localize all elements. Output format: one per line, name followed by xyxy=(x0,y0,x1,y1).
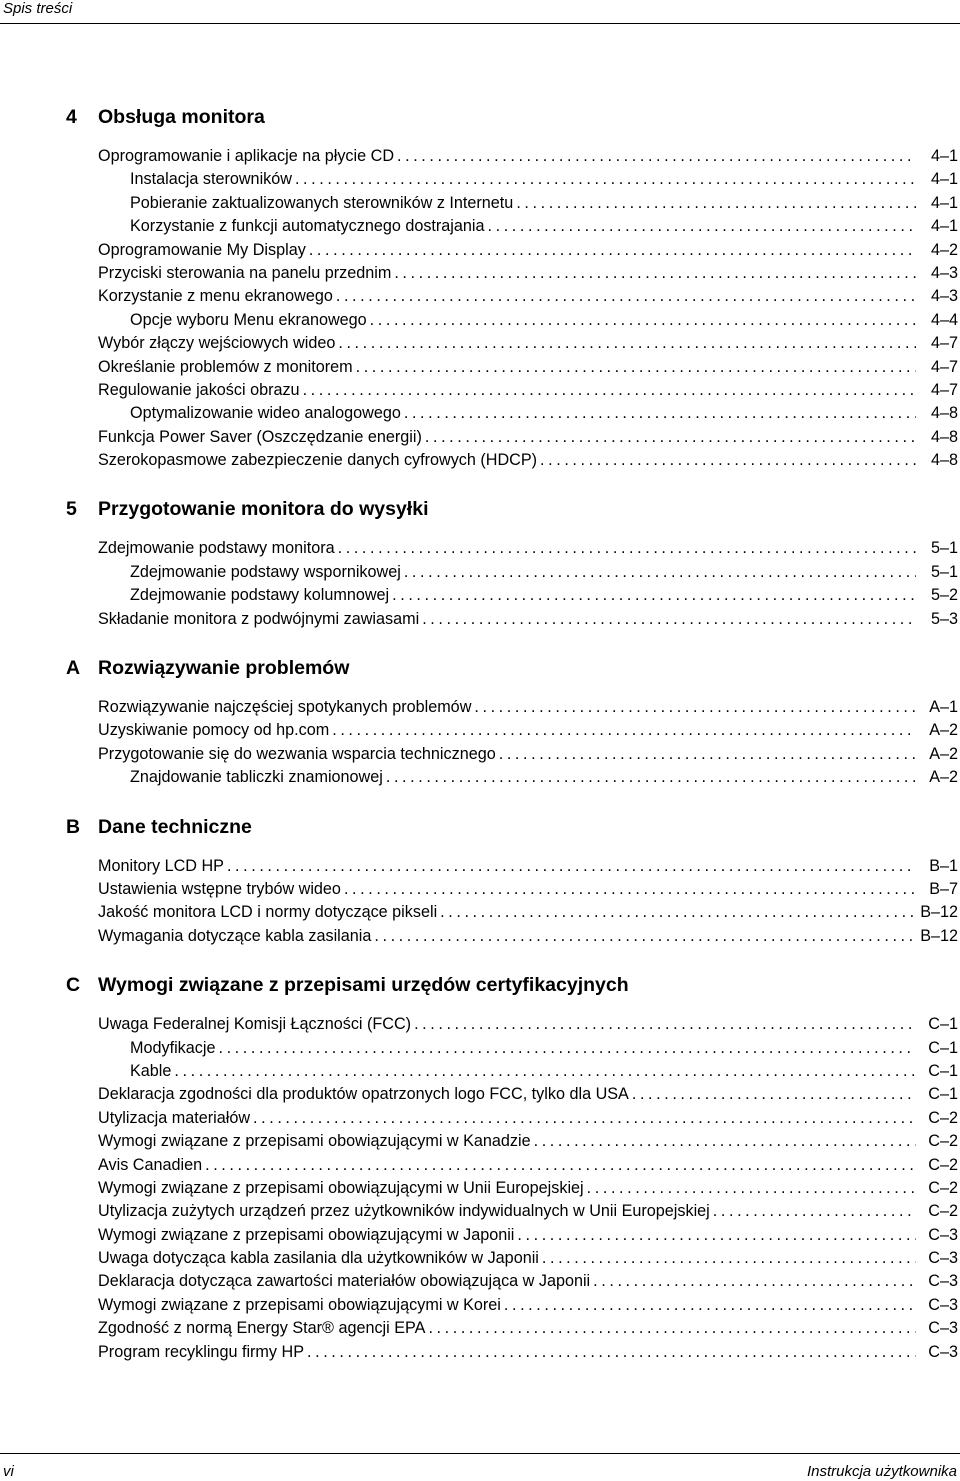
dot-leader xyxy=(425,426,916,449)
toc-entry-label: Wymogi związane z przepisami obowiązującymi w Kanadzie xyxy=(98,1132,531,1151)
dot-leader xyxy=(542,1247,916,1270)
toc-entry-label: Szerokopasmowe zabezpieczenie danych cyfrowych (HDCP) xyxy=(98,451,538,470)
toc-entry-label: Rozwiązywanie najczęściej spotykanych problemów xyxy=(98,698,472,717)
dot-leader xyxy=(205,1154,916,1177)
toc-entry-label: Instalacja sterowników xyxy=(130,170,292,189)
section-number: C xyxy=(66,974,81,997)
toc-entry[interactable] xyxy=(0,215,960,238)
toc-entry[interactable] xyxy=(0,537,960,560)
toc-section xyxy=(0,813,960,949)
toc-entry-page: C–2 xyxy=(928,1178,958,1197)
toc-entry[interactable] xyxy=(0,145,960,168)
dot-leader xyxy=(307,1341,916,1364)
toc-entry[interactable] xyxy=(0,1013,960,1036)
toc-entry-page: 5–1 xyxy=(930,562,958,581)
toc-entry-label: Uwaga dotycząca kabla zasilania dla użytkowników w Japonii xyxy=(98,1249,539,1268)
dot-leader xyxy=(440,901,916,924)
toc-entry-label: Określanie problemów z monitorem xyxy=(98,357,353,376)
toc-section xyxy=(0,103,960,472)
dot-leader xyxy=(593,1270,916,1293)
section-heading xyxy=(0,971,960,999)
toc-entry-label: Utylizacja zużytych urządzeń przez użytkowników indywidualnych w Unii Europejskiej xyxy=(98,1202,710,1221)
toc-entry-page: 4–1 xyxy=(930,170,958,189)
section-title: Rozwiązywanie problemów xyxy=(98,657,350,680)
section-heading xyxy=(0,103,960,131)
toc-entry[interactable] xyxy=(0,1270,960,1293)
running-header-title: Spis treści xyxy=(3,0,73,17)
toc-entry-page: C–1 xyxy=(928,1085,958,1104)
dot-leader xyxy=(517,1224,916,1247)
dot-leader xyxy=(414,1013,916,1036)
toc-entry-page: 4–8 xyxy=(930,451,958,470)
dot-leader xyxy=(374,925,916,948)
dot-leader xyxy=(422,608,916,631)
toc-entry[interactable] xyxy=(0,402,960,425)
dot-leader xyxy=(404,561,916,584)
toc-entry[interactable] xyxy=(0,285,960,308)
toc-entry[interactable] xyxy=(0,1341,960,1364)
footer-page-number: vi xyxy=(3,1463,14,1480)
toc-entry[interactable] xyxy=(0,192,960,215)
section-heading xyxy=(0,495,960,523)
toc-entry-page: 5–3 xyxy=(930,609,958,628)
toc-entry[interactable] xyxy=(0,379,960,402)
toc-entry[interactable] xyxy=(0,925,960,948)
toc-entry-page: 4–1 xyxy=(930,147,958,165)
dot-leader xyxy=(392,584,916,607)
toc-entry-label: Monitory LCD HP xyxy=(98,856,224,875)
toc-entry-label: Jakość monitora LCD i normy dotyczące pikseli xyxy=(98,903,438,922)
toc-entry[interactable] xyxy=(0,356,960,379)
toc-entry-page: 4–8 xyxy=(930,427,958,446)
dot-leader xyxy=(632,1083,916,1106)
toc-entry[interactable] xyxy=(0,426,960,449)
header-rule xyxy=(0,23,960,24)
toc-entry[interactable] xyxy=(0,584,960,607)
toc-entry-page: C–1 xyxy=(928,1038,958,1057)
toc-entry[interactable] xyxy=(0,719,960,742)
toc-entry-label: Korzystanie z funkcji automatycznego dostrajania xyxy=(130,217,485,236)
toc-entry-label: Optymalizowanie wideo analogowego xyxy=(130,404,401,423)
dot-leader xyxy=(428,1317,916,1340)
toc-entry-label: Oprogramowanie My Display xyxy=(98,240,306,259)
toc-entry[interactable] xyxy=(0,1294,960,1317)
toc-entry[interactable] xyxy=(0,901,960,924)
toc-entry-label: Program recyklingu firmy HP xyxy=(98,1342,304,1361)
toc-entry-page: C–3 xyxy=(928,1342,958,1361)
toc-entry[interactable] xyxy=(0,1107,960,1130)
toc-entry-page: 4–8 xyxy=(930,404,958,423)
toc-entry-page: 4–1 xyxy=(930,193,958,212)
section-number: B xyxy=(66,815,81,838)
toc-section xyxy=(0,495,960,631)
toc-entry-page: 4–7 xyxy=(930,334,958,353)
toc-entry-page: 4–2 xyxy=(930,240,958,259)
toc-entry-label: Zgodność z normą Energy Star® agencji EPA xyxy=(98,1319,426,1338)
toc-section xyxy=(0,654,960,790)
dot-leader xyxy=(356,356,916,379)
dot-leader xyxy=(516,192,916,215)
section-heading xyxy=(0,813,960,841)
toc-entry[interactable] xyxy=(0,855,960,878)
toc-entry-page: B–7 xyxy=(929,879,958,898)
dot-leader xyxy=(309,239,916,262)
dot-leader xyxy=(174,1060,916,1083)
toc-entry-label: Deklaracja dotycząca zawartości materiałów obowiązująca w Japonii xyxy=(98,1272,591,1291)
toc-entry-label: Wymogi związane z przepisami obowiązującymi w Japonii xyxy=(98,1225,515,1244)
toc-entry[interactable] xyxy=(0,1247,960,1270)
toc-entry-label: Pobieranie zaktualizowanych sterowników z Internetu xyxy=(130,193,514,212)
dot-leader xyxy=(713,1200,916,1223)
toc-entry-page: 4–3 xyxy=(930,263,958,282)
dot-leader xyxy=(370,309,916,332)
toc-entry-label: Przyciski sterowania na panelu przednim xyxy=(98,263,392,282)
toc-entry-label: Regulowanie jakości obrazu xyxy=(98,380,300,399)
dot-leader xyxy=(504,1294,916,1317)
toc-entry[interactable] xyxy=(0,608,960,631)
toc-entry-page: C–1 xyxy=(928,1061,958,1080)
toc-entry-page: B–12 xyxy=(920,926,958,945)
toc-entry-label: Utylizacja materiałów xyxy=(98,1108,251,1127)
toc-entry[interactable] xyxy=(0,878,960,901)
toc-entry-page: A–1 xyxy=(929,698,958,717)
toc-entry[interactable] xyxy=(0,332,960,355)
toc-entry-label: Kable xyxy=(130,1061,172,1080)
dot-leader xyxy=(587,1177,916,1200)
dot-leader xyxy=(253,1107,916,1130)
toc-entry[interactable] xyxy=(0,1317,960,1340)
toc-entry-page: 4–7 xyxy=(930,357,958,376)
toc-entry-page: C–2 xyxy=(928,1132,958,1151)
dot-leader xyxy=(338,537,916,560)
toc-entry-label: Wymogi związane z przepisami obowiązującymi w Unii Europejskiej xyxy=(98,1178,584,1197)
toc-entry[interactable] xyxy=(0,168,960,191)
toc-entry[interactable] xyxy=(0,309,960,332)
toc-entry-page: C–3 xyxy=(928,1249,958,1268)
toc-entry-page: A–2 xyxy=(929,768,958,787)
toc-entry[interactable] xyxy=(0,1224,960,1247)
table-of-contents xyxy=(0,103,960,1364)
toc-entry-label: Uzyskiwanie pomocy od hp.com xyxy=(98,721,330,740)
toc-entry-page: C–3 xyxy=(928,1319,958,1338)
section-number: 5 xyxy=(66,498,77,521)
section-number: A xyxy=(66,657,81,680)
section-title: Wymogi związane z przepisami urzędów certyfikacyjnych xyxy=(98,974,629,997)
section-heading xyxy=(0,654,960,682)
dot-leader xyxy=(338,332,916,355)
toc-entry-label: Opcje wyboru Menu ekranowego xyxy=(130,310,367,329)
toc-entry-label: Znajdowanie tabliczki znamionowej xyxy=(130,768,383,787)
toc-entry[interactable] xyxy=(0,696,960,719)
toc-entry[interactable] xyxy=(0,1200,960,1223)
footer-rule xyxy=(0,1453,960,1454)
dot-leader xyxy=(488,215,916,238)
toc-entry-page: B–12 xyxy=(920,903,958,922)
toc-entry-page: B–1 xyxy=(929,856,958,875)
toc-entry-page: C–3 xyxy=(928,1225,958,1244)
toc-entry-page: C–3 xyxy=(928,1295,958,1314)
toc-entry-label: Zdejmowanie podstawy kolumnowej xyxy=(130,586,390,605)
toc-entry-label: Zdejmowanie podstawy monitora xyxy=(98,539,335,558)
toc-entry-page: 4–3 xyxy=(930,287,958,306)
toc-entry-page: 4–7 xyxy=(930,380,958,399)
dot-leader xyxy=(397,145,916,168)
toc-entry-label: Przygotowanie się do wezwania wsparcia technicznego xyxy=(98,744,496,763)
section-number: 4 xyxy=(66,106,77,128)
toc-entry[interactable] xyxy=(0,1060,960,1083)
toc-entry-label: Avis Canadien xyxy=(98,1155,203,1174)
toc-entry-label: Wybór złączy wejściowych wideo xyxy=(98,334,336,353)
toc-entry[interactable] xyxy=(0,449,960,472)
toc-entry-label: Uwaga Federalnej Komisji Łączności (FCC) xyxy=(98,1015,412,1034)
toc-entry-page: A–2 xyxy=(929,721,958,740)
toc-entry-page: 4–1 xyxy=(930,217,958,236)
toc-entry[interactable] xyxy=(0,1177,960,1200)
toc-entry-label: Oprogramowanie i aplikacje na płycie CD xyxy=(98,147,395,165)
toc-entry-page: A–2 xyxy=(929,744,958,763)
toc-entry-page: C–1 xyxy=(928,1015,958,1034)
toc-entry-page: C–2 xyxy=(928,1108,958,1127)
dot-leader xyxy=(332,719,916,742)
dot-leader xyxy=(336,285,916,308)
toc-entry[interactable] xyxy=(0,1154,960,1177)
toc-entry[interactable] xyxy=(0,766,960,789)
footer-document-title: Instrukcja użytkownika xyxy=(806,1463,957,1480)
dot-leader xyxy=(303,379,916,402)
dot-leader xyxy=(474,696,916,719)
dot-leader xyxy=(227,855,916,878)
toc-entry[interactable] xyxy=(0,561,960,584)
toc-entry[interactable] xyxy=(0,1130,960,1153)
section-title: Obsługa monitora xyxy=(98,106,265,128)
toc-entry-label: Składanie monitora z podwójnymi zawiasami xyxy=(98,609,420,628)
toc-entry-label: Funkcja Power Saver (Oszczędzanie energii) xyxy=(98,427,422,446)
dot-leader xyxy=(540,449,916,472)
toc-entry-label: Korzystanie z menu ekranowego xyxy=(98,287,333,306)
dot-leader xyxy=(404,402,916,425)
toc-entry-label: Modyfikacje xyxy=(130,1038,216,1057)
toc-entry[interactable] xyxy=(0,262,960,285)
toc-entry[interactable] xyxy=(0,1083,960,1106)
toc-entry[interactable] xyxy=(0,1037,960,1060)
dot-leader xyxy=(218,1037,916,1060)
toc-entry-page: C–2 xyxy=(928,1202,958,1221)
dot-leader xyxy=(534,1130,916,1153)
toc-entry-page: C–2 xyxy=(928,1155,958,1174)
dot-leader xyxy=(295,168,916,191)
toc-entry-label: Zdejmowanie podstawy wspornikowej xyxy=(130,562,401,581)
toc-section xyxy=(0,971,960,1364)
section-title: Dane techniczne xyxy=(98,815,252,838)
toc-entry[interactable] xyxy=(0,743,960,766)
toc-entry-page: C–3 xyxy=(928,1272,958,1291)
toc-entry-page: 5–1 xyxy=(930,539,958,558)
dot-leader xyxy=(386,766,916,789)
dot-leader xyxy=(499,743,916,766)
toc-entry-page: 4–4 xyxy=(930,310,958,329)
toc-entry-label: Deklaracja zgodności dla produktów opatrzonych logo FCC, tylko dla USA xyxy=(98,1085,629,1104)
toc-entry-page: 5–2 xyxy=(930,586,958,605)
section-title: Przygotowanie monitora do wysyłki xyxy=(98,498,429,521)
toc-entry-label: Ustawienia wstępne trybów wideo xyxy=(98,879,341,898)
toc-entry[interactable] xyxy=(0,239,960,262)
toc-entry-label: Wymogi związane z przepisami obowiązującymi w Korei xyxy=(98,1295,501,1314)
toc-entry-label: Wymagania dotyczące kabla zasilania xyxy=(98,926,372,945)
dot-leader xyxy=(394,262,916,285)
dot-leader xyxy=(344,878,916,901)
